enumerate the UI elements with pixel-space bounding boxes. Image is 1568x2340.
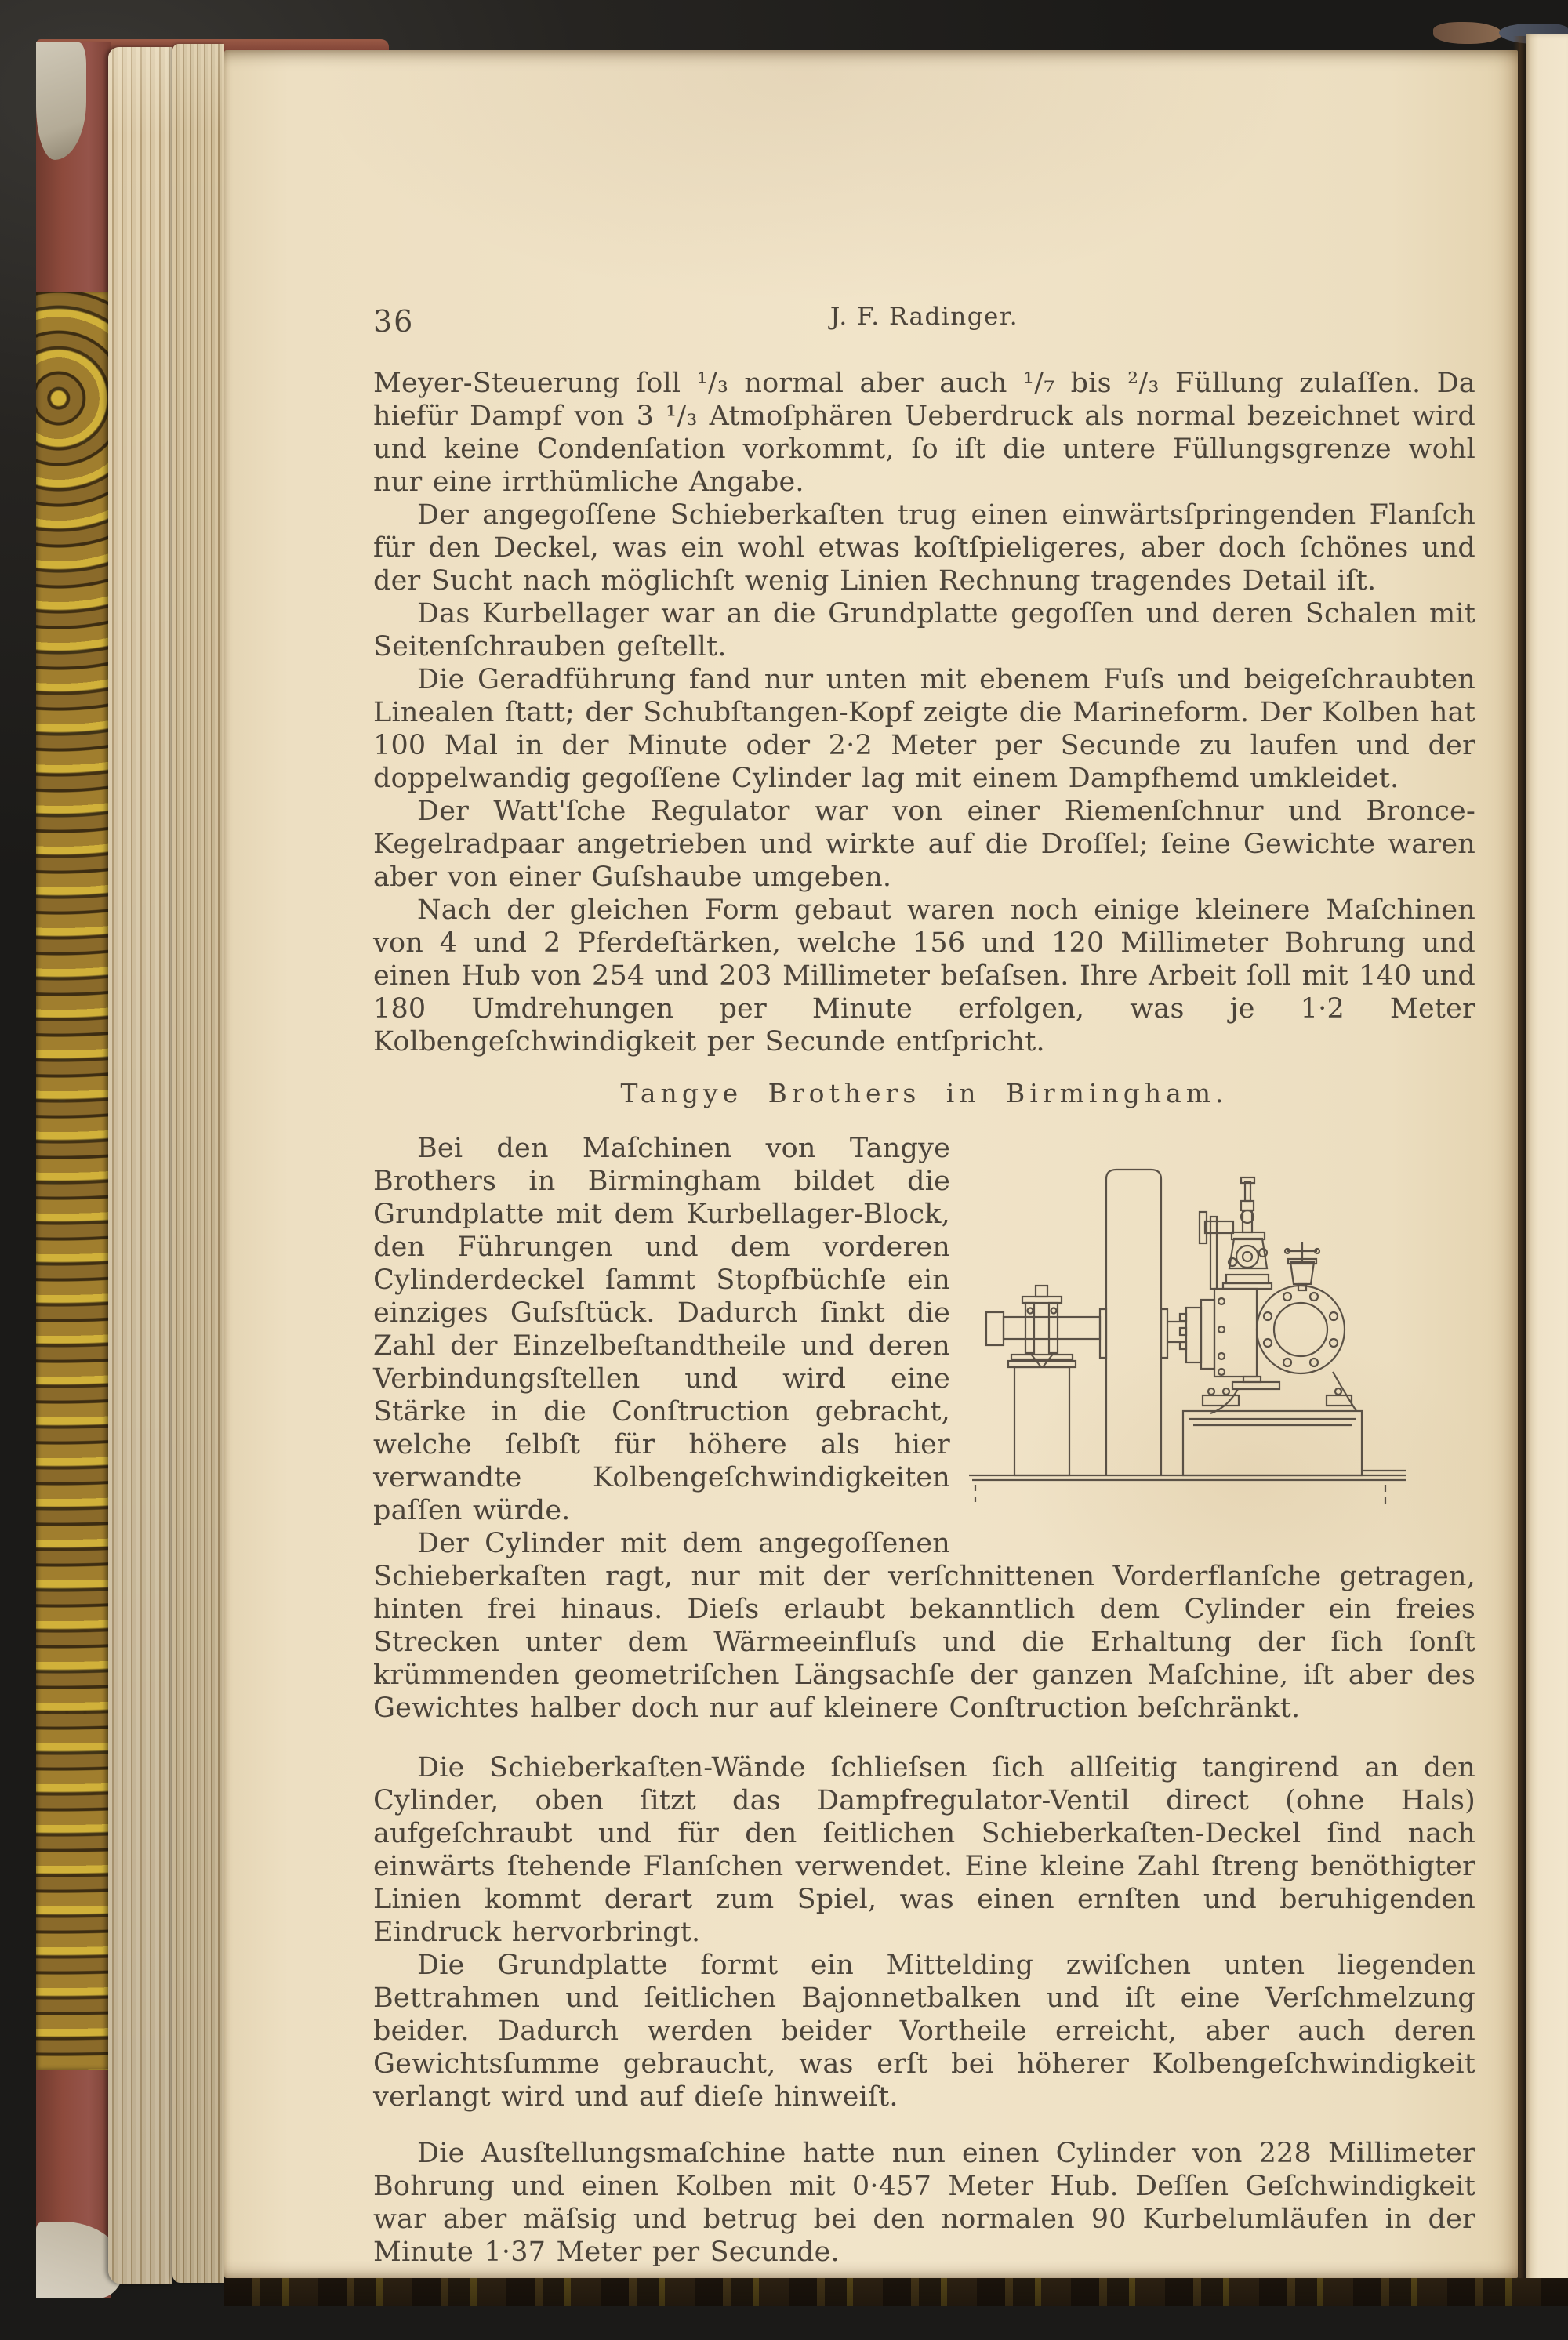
paragraph: Der Cylinder mit dem angegoſſenen Schieberkaſten ragt, nur mit der verſchnittenen Vorderflanſche getragen, hinten frei hinaus. Dieſs erlaubt bekanntlich dem Cylinder ein freies Strecken unter dem Wärmeeinfluſs und die Erhaltung der ſich ſonſt krümmenden geometriſchen Längsachſe der ganzen Maſchine, iſt aber des Gewichtes halber doch nur auf kleinere Conſtruction beſchränkt. bbox=[373, 1528, 1475, 1724]
steam-engine-drawing bbox=[967, 1135, 1475, 1533]
book-page bbox=[224, 50, 1518, 2278]
paragraph: Der angegoſſene Schieberkaſten trug einen einwärtsſpringenden Flanſch für den Deckel, was ein wohl etwas koſtſpieligeres, aber doch ſchönes und der Sucht nach möglichſt wenig Linien Rechnung tragendes Detail iſt. bbox=[373, 499, 1475, 597]
paragraph: Die Grundplatte formt ein Mittelding zwiſchen unten liegenden Bettrahmen und ſeitlichen Bajonnetbalken und iſt eine Verſchmelzung beider. Dadurch werden beider Vortheile erreicht, aber auch deren Gewichtsſumme gebraucht, was erſt bei höherer Kolbengeſchwindigkeit verlangt wird und auf dieſe hinweiſt. bbox=[373, 1950, 1475, 2113]
paragraph: Nach der gleichen Form gebaut waren noch einige kleinere Maſchinen von 4 und 2 Pferdeſtärken, welche 156 und 120 Millimeter Bohrung und einen Hub von 254 und 203 Millimeter beſaſsen. Ihre Arbeit ſoll mit 140 und 180 Umdrehungen per Minute erfolgen, was je 1·2 Meter Kolbengeſchwindigkeit per Secunde entſpricht. bbox=[373, 894, 1475, 1058]
page-number: 36 bbox=[373, 304, 415, 339]
section-with-figure bbox=[373, 1132, 1475, 1725]
text-column bbox=[373, 367, 1475, 2269]
page-edge-stack-inner bbox=[172, 44, 224, 2283]
page-edge-stack-outer bbox=[108, 47, 172, 2284]
paragraph: Bei den Maſchinen von Tangye Brothers in Birmingham bildet die Grundplatte mit dem Kurbellager-Block, den Führungen und dem vorderen Cylinderdeckel ſammt Stopfbüchſe ein einziges Guſsſtück. Dadurch ſinkt die Zahl der Einzelbeſtandtheile und deren Verbindungsſtellen und wird eine Stärke in die Conſtruction gebracht, welche ſelbſt für höhere als hier verwandte Kolbengeſchwindigkeiten paſſen würde. bbox=[373, 1133, 950, 1526]
paragraph: Der Watt'ſche Regulator war von einer Riemenſchnur und Bronce-Kegelradpaar angetrieben und wirkte auf die Droſſel; ſeine Gewichte waren aber von einer Guſshaube umgeben. bbox=[373, 796, 1475, 893]
paragraph: Die Ausſtellungsmaſchine hatte nun einen Cylinder von 228 Millimeter Bohrung und einen Kolben mit 0·457 Meter Hub. Deſſen Geſchwindigkeit war aber mäſsig und betrug bei den normalen 90 Kurbelumläufen in der Minute 1·37 Meter per Secunde. bbox=[373, 2138, 1475, 2268]
paragraph: Die Geradführung fand nur unten mit ebenem Fuſs und beigeſchraubten Linealen ſtatt; der Schubſtangen-Kopf zeigte die Marineform. Der Kolben hat 100 Mal in der Minute oder 2·2 Meter per Secunde zu laufen und der doppelwandig gegoſſene Cylinder lag mit einem Dampfhemd umkleidet. bbox=[373, 664, 1475, 794]
paragraph: Meyer-Steuerung ſoll ¹/₃ normal aber auch ¹/₇ bis ²/₃ Füllung zulaſſen. Da hiefür Dampf von 3 ¹/₃ Atmoſphären Ueberdruck als normal bezeichnet wird und keine Condenſation vorkommt, ſo iſt die untere Füllungsgrenze wohl nur eine irrthümliche Angabe. bbox=[373, 368, 1475, 498]
marbled-paper-cover bbox=[36, 292, 111, 2070]
book-bottom-edge bbox=[224, 2278, 1568, 2306]
cover-fragment-top-right bbox=[1433, 22, 1502, 44]
book-cover-spine-edge bbox=[36, 42, 111, 2298]
steam-engine-figure bbox=[967, 1135, 1475, 1533]
facing-page-sliver bbox=[1526, 34, 1568, 2287]
running-title: J. F. Radinger. bbox=[829, 303, 1019, 331]
page-header bbox=[373, 303, 1475, 340]
section-heading: Tangye Brothers in Birmingham. bbox=[620, 1078, 1229, 1108]
paragraph: Die Schieberkaſten-Wände ſchlieſsen ſich allſeitig tangirend an den Cylinder, oben ſitzt das Dampfregulator-Ventil direct (ohne Hals) aufgeſchraubt und für den ſeitlichen Schieberkaſten-Deckel ſind nach einwärts ſtehende Flanſchen verwendet. Eine kleine Zahl ſtreng benöthigter Linien kommt derart zum Spiel, was einen ernſten und beruhigenden Eindruck hervorbringt. bbox=[373, 1752, 1475, 1948]
paragraph: Das Kurbellager war an die Grundplatte gegoſſen und deren Schalen mit Seitenſchrauben geſtellt. bbox=[373, 598, 1475, 662]
worn-cover-corner-top bbox=[36, 42, 86, 160]
